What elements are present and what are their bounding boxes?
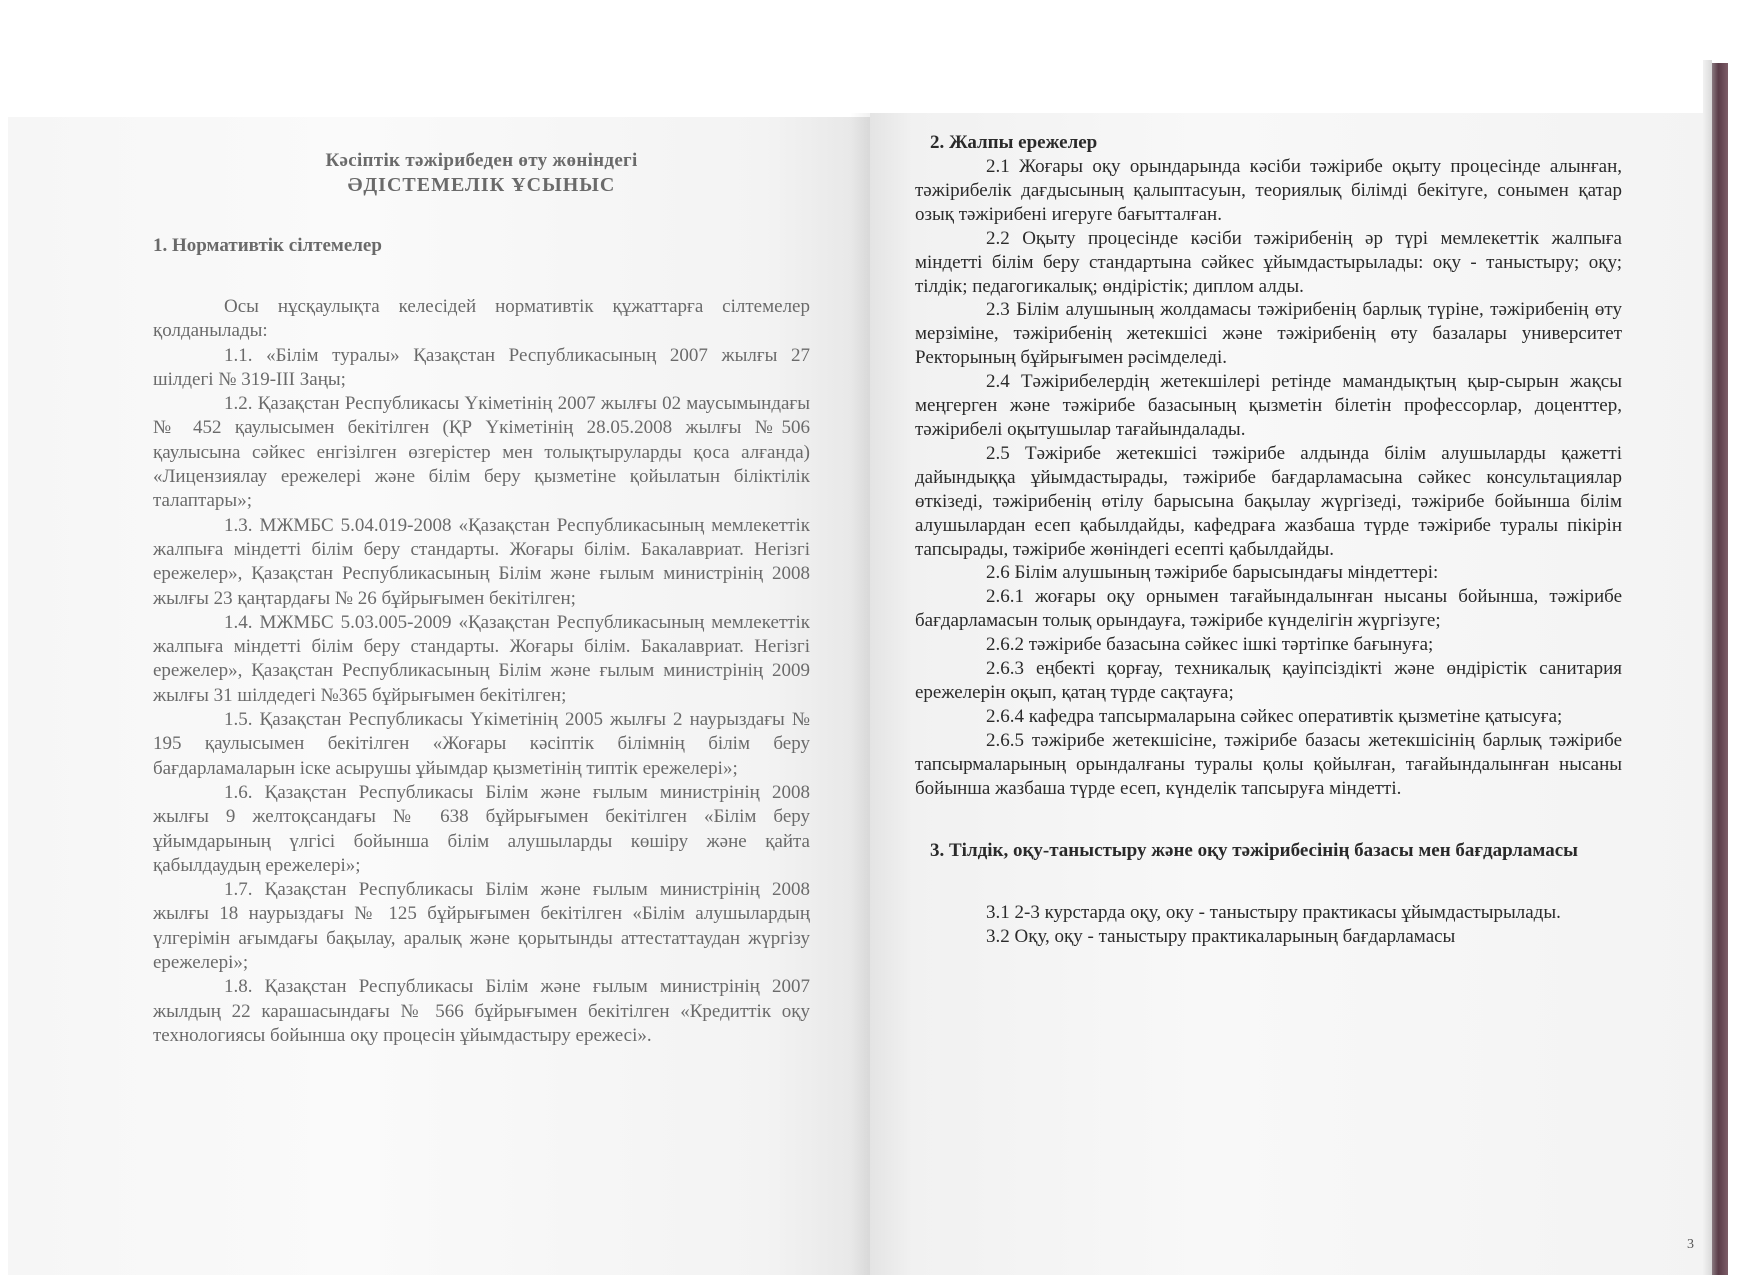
left-paragraph-intro: Осы нұсқаулықта келесідей нормативтік құжаттарға сілтемелер қолданылады: — [153, 296, 810, 342]
right-paragraph-2-6-2: 2.6.2 тәжірибе базасына сәйкес ішкі тәртіпке бағынуға; — [986, 634, 1434, 656]
right-paragraph-2-1: 2.1 Жоғары оқу орындарында кәсіби тәжірибе оқыту процесінде алынған, тәжірибелік дағдысының қалыптасуын, теориялық білімді бекітуге, сонымен қатар озық тәжірибені игеруге бағытталған. — [915, 156, 1622, 225]
left-page — [8, 117, 870, 1275]
left-paragraph-1-6: 1.6. Қазақстан Республикасы Білім және ғылым министрінің 2008 жылғы 9 желтоқсандағы № 638 бұйрығымен бекітілген «Білім беру ұйымдарының үлгісі бойынша білім алушыларды көшіру және қайта қабылдаудың ережелері»; — [153, 781, 810, 876]
section1-title: 1. Нормативтік сілтемелер — [153, 235, 382, 256]
right-paragraph-2-6: 2.6 Білім алушының тәжірибе барысындағы міндеттері: — [986, 562, 1439, 584]
right-paragraph-2-2: 2.2 Оқыту процесінде кәсіби тәжірибенің әр түрі мемлекеттік жалпыға міндетті білім беру стандартына сәйкес ұйымдастырылады: оқу - таныстыру; оқу; тілдік; педагогикалық; өндірістік; диплом алды. — [915, 227, 1622, 297]
section-spacer-2 — [915, 863, 1622, 901]
right-paragraph-2-6-3: 2.6.3 еңбекті қорғау, техникалық қауіпсіздікті және өндірістік санитария ережелерін оқып, қатаң түрде сақтауға; — [915, 658, 1622, 703]
book-cover-edge — [1712, 63, 1728, 1275]
right-paragraph-2-6-1: 2.6.1 жоғары оқу орнымен тағайындалынған нысаны бойынша, тәжірибе бағдарламасын толық орындауға, тәжірибе күнделігін жүргізуге; — [915, 586, 1622, 632]
left-paragraph-1-1: 1.1. «Білім туралы» Қазақстан Республикасының 2007 жылғы 27 шілдегі № 319-III Заңы; — [153, 344, 810, 390]
right-paragraph-2-4: 2.4 Тәжірибелердің жетекшілері ретінде мамандықтың қыр-сырын жақсы меңгерген және тәжірибе базасының қызметін білетін профессорлар, доценттер, тәжірибелі оқытушылар тағайындалады. — [915, 371, 1622, 440]
right-paragraph-2-6-5: 2.6.5 тәжірибе жетекшісіне, тәжірибе базасы жетекшісінің барлық тәжірибе тапсырмаларының орындалғаны туралы қолы қойылған, тағайындалынған нысаны бойынша жазбаша түрде есеп, күнделік тапсыруға міндетті. — [915, 729, 1622, 799]
page-heading-line2: ӘДІСТЕМЕЛІК ҰСЫНЫС — [347, 174, 616, 196]
page-number: 3 — [1687, 1237, 1694, 1252]
right-paragraph-2-3: 2.3 Білім алушының жолдамасы тәжірибенің барлық түріне, тәжірибенің өту мерзіміне, тәжірибенің жетекшісі және тәжірибенің өту базалары университет Ректорының бұйрығымен рәсімделеді. — [915, 299, 1622, 369]
left-paragraph-1-2: 1.2. Қазақстан Республикасы Үкіметінің 2007 жылғы 02 маусымындағы № 452 қаулысымен бекітілген (ҚР Үкіметінің 28.05.2008 жылғы №506 қаулысына сәйкес енгізілген өзгерістер мен толықтыруларды қоса алғанда) «Лицензиялау ережелері және білім беру қызметіне қойылатын біліктілік талаптары»; — [153, 393, 810, 512]
right-paragraph-2-6-4: 2.6.4 кафедра тапсырмаларына сәйкес оперативтік қызметіне қатысуға; — [986, 705, 1563, 727]
page-heading-line1: Кәсіптік тәжірибеден өту жөніндегі — [325, 150, 638, 171]
right-page — [870, 113, 1712, 1275]
left-paragraph-1-7: 1.7. Қазақстан Республикасы Білім және ғылым министрінің 2008 жылғы 18 наурыздағы № 125 бұйрығымен бекітілген «Білім алушылардың үлгерімін ағымдағы бақылау, аралық және қорытынды аттестаттаудан жүргізу ережелері»; — [153, 879, 810, 974]
section3-title: 3. Тілдік, оқу-таныстыру және оқу тәжірибесінің базасы мен бағдарламасы — [930, 840, 1578, 862]
left-paragraph-1-8: 1.8. Қазақстан Республикасы Білім және ғылым министрінің 2007 жылдың 22 карашасындағы № 566 бұйрығымен бекітілген «Кредиттік оқу технологиясы бойынша оқу процесін ұйымдастыру ережесі». — [153, 976, 810, 1046]
right-paragraph-3-1: 3.1 2-3 курстарда оқу, оку - таныстыру практикасы ұйымдастырылады. — [986, 902, 1561, 924]
left-paragraph-1-3: 1.3. МЖМБС 5.04.019-2008 «Қазақстан Республикасының мемлекеттік жалпыға міндетті білім беру стандарты. Жоғары білім. Бакалавриат. Негізгі ережелер», Қазақстан Республикасының Білім және ғылым министрінің 2008 жылғы 23 қаңтардағы № 26 бұйрығымен бекітілген; — [153, 514, 810, 609]
left-paragraph-1-5: 1.5. Қазақстан Республикасы Үкіметінің 2005 жылғы 2 наурыздағы № 195 қаулысымен бекітілген «Жоғары кәсіптік білімнің білім беру бағдарламаларын іске асырушы ұйымдар қызметінің типтік ережелері»; — [153, 709, 810, 779]
right-paragraph-2-5: 2.5 Тәжірибе жетекшісі тәжірибе алдында білім алушыларды қажетті дайындыққа ұйымдастырады, тәжірибе бағдарламасына сәйкес консультациялар өткізеді, тәжірибенің өтілу барысына бақылау жүргізеді, тәжірибе бойынша білім алушылардан есеп қабылдайды, кафедраға жазбаша түрде тәжірибе туралы пікірін тапсырады, тәжірибе жөніндегі есепті қабылдайды. — [915, 442, 1622, 560]
section2-title: 2. Жалпы ережелер — [930, 132, 1098, 153]
right-paragraph-3-2: 3.2 Оқу, оқу - таныстыру практикаларының бағдарламасы — [986, 926, 1456, 948]
page-edge-highlight — [1703, 60, 1712, 1275]
section-spacer — [915, 800, 1622, 838]
left-paragraph-1-4: 1.4. МЖМБС 5.03.005-2009 «Қазақстан Республикасының мемлекеттік жалпыға міндетті білім беру стандарты. Жоғары білім. Бакалавриат. Негізгі ережелер», Қазақстан Республикасының Білім және ғылым министрінің 2009 жылғы 31 шілдедегі №365 бұйрығымен бекітілген; — [153, 611, 810, 706]
